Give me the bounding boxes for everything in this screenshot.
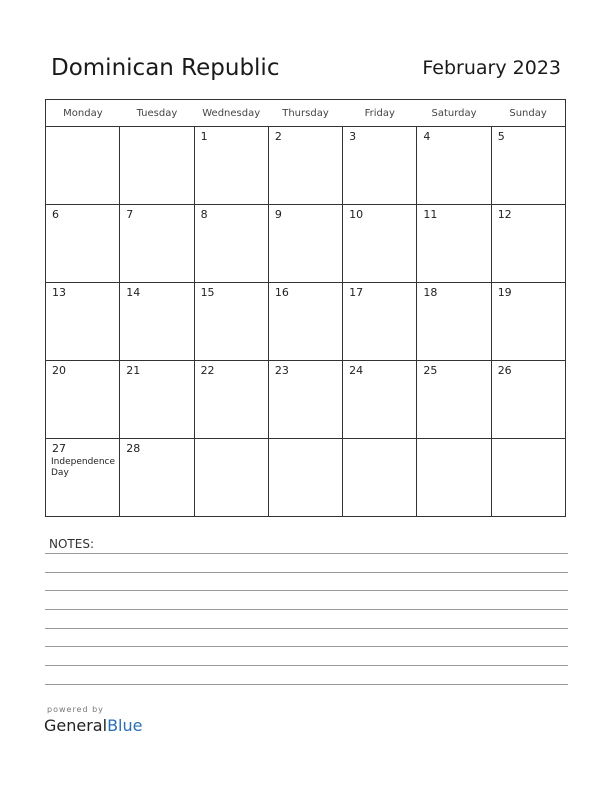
day-cell bbox=[46, 439, 120, 517]
day-cell bbox=[194, 205, 268, 283]
day-cell bbox=[268, 205, 342, 283]
day-number bbox=[492, 439, 565, 442]
day-cell bbox=[120, 439, 194, 517]
day-cell bbox=[417, 205, 491, 283]
day-cell bbox=[268, 361, 342, 439]
day-number: 3 bbox=[349, 130, 357, 143]
day-number bbox=[417, 439, 490, 442]
day-number: 4 bbox=[423, 130, 431, 143]
notes-line bbox=[45, 553, 568, 554]
day-number: 13 bbox=[52, 286, 66, 299]
day-number: 19 bbox=[497, 286, 512, 299]
day-number: 22 bbox=[200, 364, 215, 377]
day-number: 15 bbox=[200, 286, 215, 299]
weekday-header: Thursday bbox=[268, 100, 342, 127]
notes-line bbox=[45, 572, 568, 573]
day-cell bbox=[46, 283, 120, 361]
weekday-header: Wednesday bbox=[194, 100, 268, 127]
day-number: 18 bbox=[423, 286, 438, 299]
notes-line bbox=[45, 665, 568, 666]
day-number: 23 bbox=[274, 364, 289, 377]
day-cell bbox=[194, 439, 268, 517]
day-cell bbox=[491, 127, 565, 205]
day-cell bbox=[343, 283, 417, 361]
day-cell bbox=[417, 283, 491, 361]
weekday-header: Sunday bbox=[491, 100, 565, 127]
generalblue-logo bbox=[44, 716, 142, 735]
day-cell bbox=[491, 361, 565, 439]
day-number: 27 bbox=[52, 442, 66, 455]
day-cell bbox=[343, 127, 417, 205]
weekday-header-row bbox=[46, 100, 566, 127]
day-number bbox=[343, 439, 416, 442]
day-cell bbox=[194, 283, 268, 361]
weekday-header: Tuesday bbox=[120, 100, 194, 127]
day-cell bbox=[268, 283, 342, 361]
day-number: 9 bbox=[274, 208, 282, 221]
day-number: 26 bbox=[497, 364, 512, 377]
day-cell bbox=[343, 439, 417, 517]
day-number: 14 bbox=[126, 286, 141, 299]
day-number: 5 bbox=[497, 130, 505, 143]
day-number: 7 bbox=[126, 208, 134, 221]
day-cell bbox=[491, 283, 565, 361]
day-cell bbox=[417, 127, 491, 205]
week-row bbox=[46, 283, 566, 361]
day-cell bbox=[46, 205, 120, 283]
day-number bbox=[269, 439, 342, 442]
calendar-country-title: Dominican Republic bbox=[51, 55, 280, 81]
weekday-header: Monday bbox=[46, 100, 120, 127]
powered-by-text: powered by bbox=[47, 705, 104, 714]
holiday-label: Independence Day bbox=[51, 457, 116, 478]
weekday-header: Friday bbox=[343, 100, 417, 127]
day-cell bbox=[417, 439, 491, 517]
day-number: 11 bbox=[423, 208, 438, 221]
brand-blue: Blue bbox=[107, 716, 143, 735]
day-cell bbox=[120, 361, 194, 439]
day-number: 2 bbox=[274, 130, 282, 143]
notes-line bbox=[45, 590, 568, 591]
day-cell bbox=[491, 205, 565, 283]
day-number bbox=[195, 439, 268, 442]
day-number: 28 bbox=[126, 442, 141, 455]
day-cell bbox=[46, 127, 120, 205]
notes-line bbox=[45, 628, 568, 629]
day-cell bbox=[194, 361, 268, 439]
week-row bbox=[46, 205, 566, 283]
day-number: 17 bbox=[349, 286, 364, 299]
day-number: 6 bbox=[52, 208, 59, 221]
day-cell bbox=[343, 205, 417, 283]
day-cell bbox=[417, 361, 491, 439]
day-cell bbox=[343, 361, 417, 439]
weekday-header: Saturday bbox=[417, 100, 491, 127]
day-number bbox=[120, 127, 193, 130]
day-number: 1 bbox=[200, 130, 208, 143]
brand-general: General bbox=[44, 716, 108, 735]
week-row bbox=[46, 361, 566, 439]
week-row bbox=[46, 439, 566, 517]
day-number: 16 bbox=[274, 286, 289, 299]
day-number: 21 bbox=[126, 364, 141, 377]
day-number: 25 bbox=[423, 364, 438, 377]
notes-label: NOTES: bbox=[49, 537, 94, 551]
day-number: 12 bbox=[497, 208, 512, 221]
day-cell bbox=[120, 127, 194, 205]
day-number bbox=[46, 127, 119, 130]
day-number: 10 bbox=[349, 208, 364, 221]
day-cell bbox=[46, 361, 120, 439]
day-cell bbox=[268, 127, 342, 205]
notes-line bbox=[45, 609, 568, 610]
notes-line bbox=[45, 646, 568, 647]
day-cell bbox=[194, 127, 268, 205]
day-number: 20 bbox=[52, 364, 66, 377]
week-row bbox=[46, 127, 566, 205]
day-number: 24 bbox=[349, 364, 364, 377]
day-number: 8 bbox=[200, 208, 208, 221]
day-cell bbox=[491, 439, 565, 517]
day-cell bbox=[120, 205, 194, 283]
day-cell bbox=[268, 439, 342, 517]
calendar-month-title: February 2023 bbox=[422, 57, 561, 79]
day-cell bbox=[120, 283, 194, 361]
notes-line bbox=[45, 684, 568, 685]
calendar-grid bbox=[45, 99, 566, 517]
